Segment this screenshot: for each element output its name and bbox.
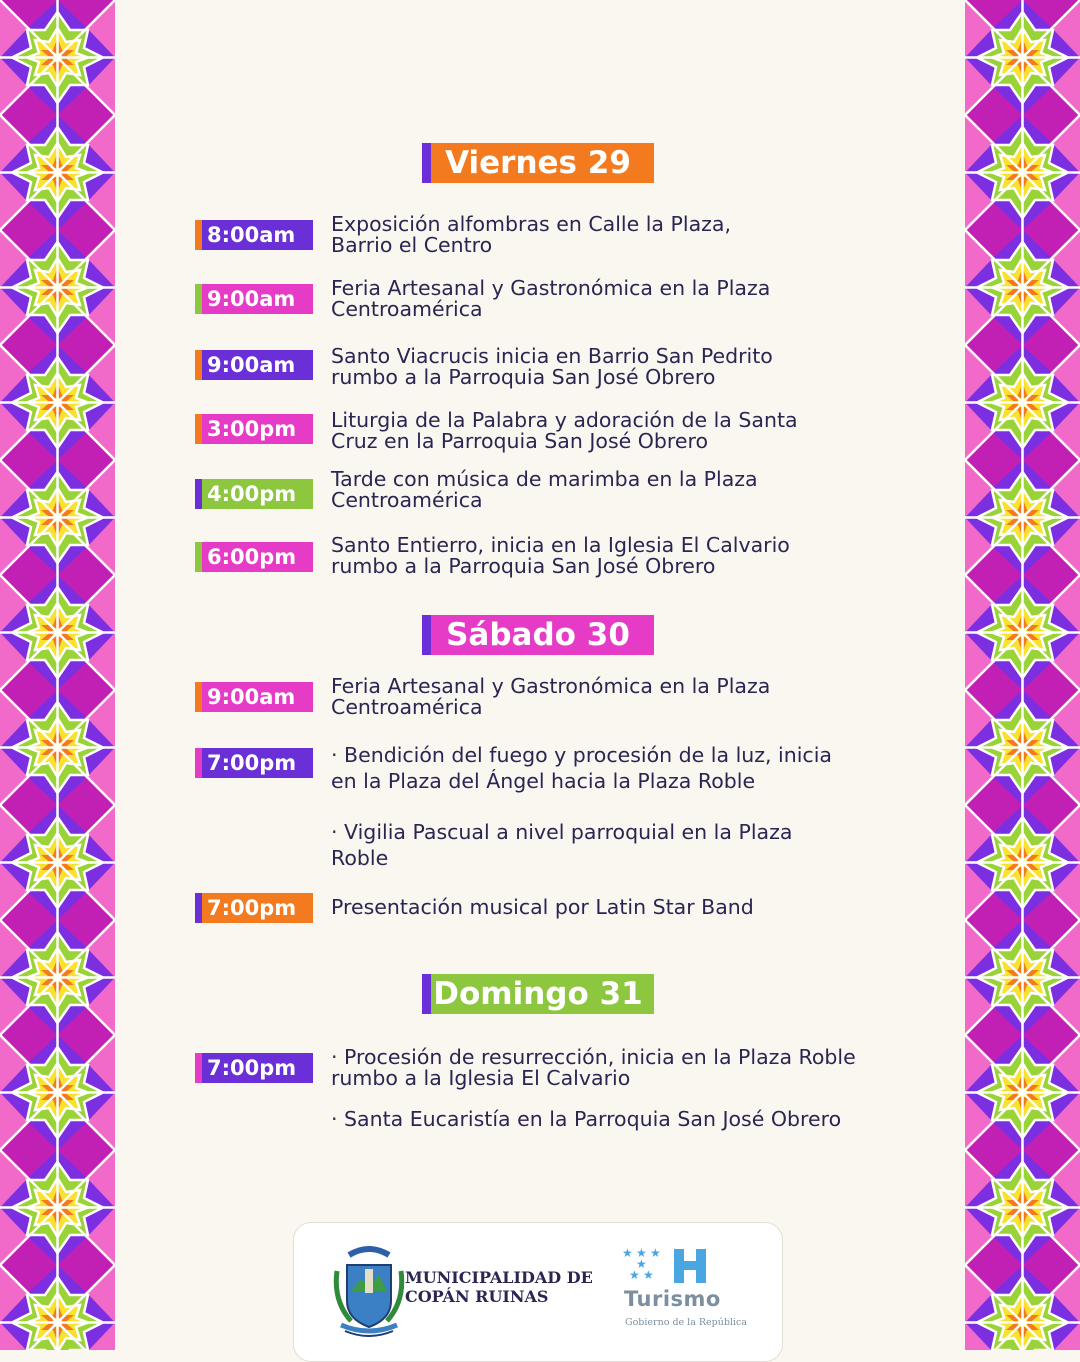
event-time-badge: 9:00am [195,350,313,380]
municipality-crest-icon [331,1241,407,1337]
event-time-badge: 7:00pm [195,1053,313,1083]
svg-text:★: ★ [643,1268,654,1282]
day-header-viernes: Viernes 29 [422,143,654,183]
svg-text:★: ★ [629,1268,640,1282]
event-description: Feria Artesanal y Gastronómica en la Plaza Centroamérica [331,674,771,719]
footer-logos-card [293,1222,783,1362]
gobierno-tagline: Gobierno de la República [625,1317,748,1328]
event-description: Liturgia de la Palabra y adoración de la Santa Cruz en la Parroquia San José Obrero [331,408,798,453]
municipality-name: MUNICIPALIDAD DE COPÁN RUINAS [405,1268,593,1306]
svg-text:★: ★ [622,1246,633,1260]
decorative-pattern-border-left [0,0,115,1350]
event-time-badge: 4:00pm [195,479,313,509]
event-description: · Bendición del fuego y procesión de la luz, inicia en la Plaza del Ángel hacia la Plaza Roble [331,743,832,793]
event-time-badge: 8:00am [195,220,313,250]
event-description: Tarde con música de marimba en la Plaza Centroamérica [331,467,758,512]
day-header-sabado: Sábado 30 [422,615,654,655]
turismo-h-logo-icon [622,1245,722,1287]
event-description: Santo Entierro, inicia en la Iglesia El Calvario rumbo a la Parroquia San José Obrero [331,533,790,578]
event-time-badge: 3:00pm [195,414,313,444]
event-time-badge: 7:00pm [195,893,313,923]
day-header-domingo: Domingo 31 [422,974,654,1014]
turismo-wordmark: Turismo [624,1287,721,1311]
event-description: Santo Viacrucis inicia en Barrio San Pedrito rumbo a la Parroquia San José Obrero [331,344,773,389]
svg-text:★: ★ [636,1257,647,1271]
decorative-pattern-border-right [965,0,1080,1350]
event-description: Presentación musical por Latin Star Band [331,895,754,919]
event-description: · Procesión de resurrección, inicia en la Plaza Roble rumbo a la Iglesia El Calvario [331,1045,856,1090]
event-time-badge: 9:00am [195,284,313,314]
svg-text:★: ★ [650,1246,661,1260]
event-description: Feria Artesanal y Gastronómica en la Plaza Centroamérica [331,276,771,321]
event-time-badge: 7:00pm [195,748,313,778]
event-description-extra: · Santa Eucaristía en la Parroquia San José Obrero [331,1107,842,1131]
svg-text:★: ★ [636,1246,647,1260]
event-time-badge: 6:00pm [195,542,313,572]
event-description: Exposición alfombras en Calle la Plaza, Barrio el Centro [331,212,731,257]
event-description-extra: · Vigilia Pascual a nivel parroquial en la Plaza Roble [331,820,793,870]
event-time-badge: 9:00am [195,682,313,712]
